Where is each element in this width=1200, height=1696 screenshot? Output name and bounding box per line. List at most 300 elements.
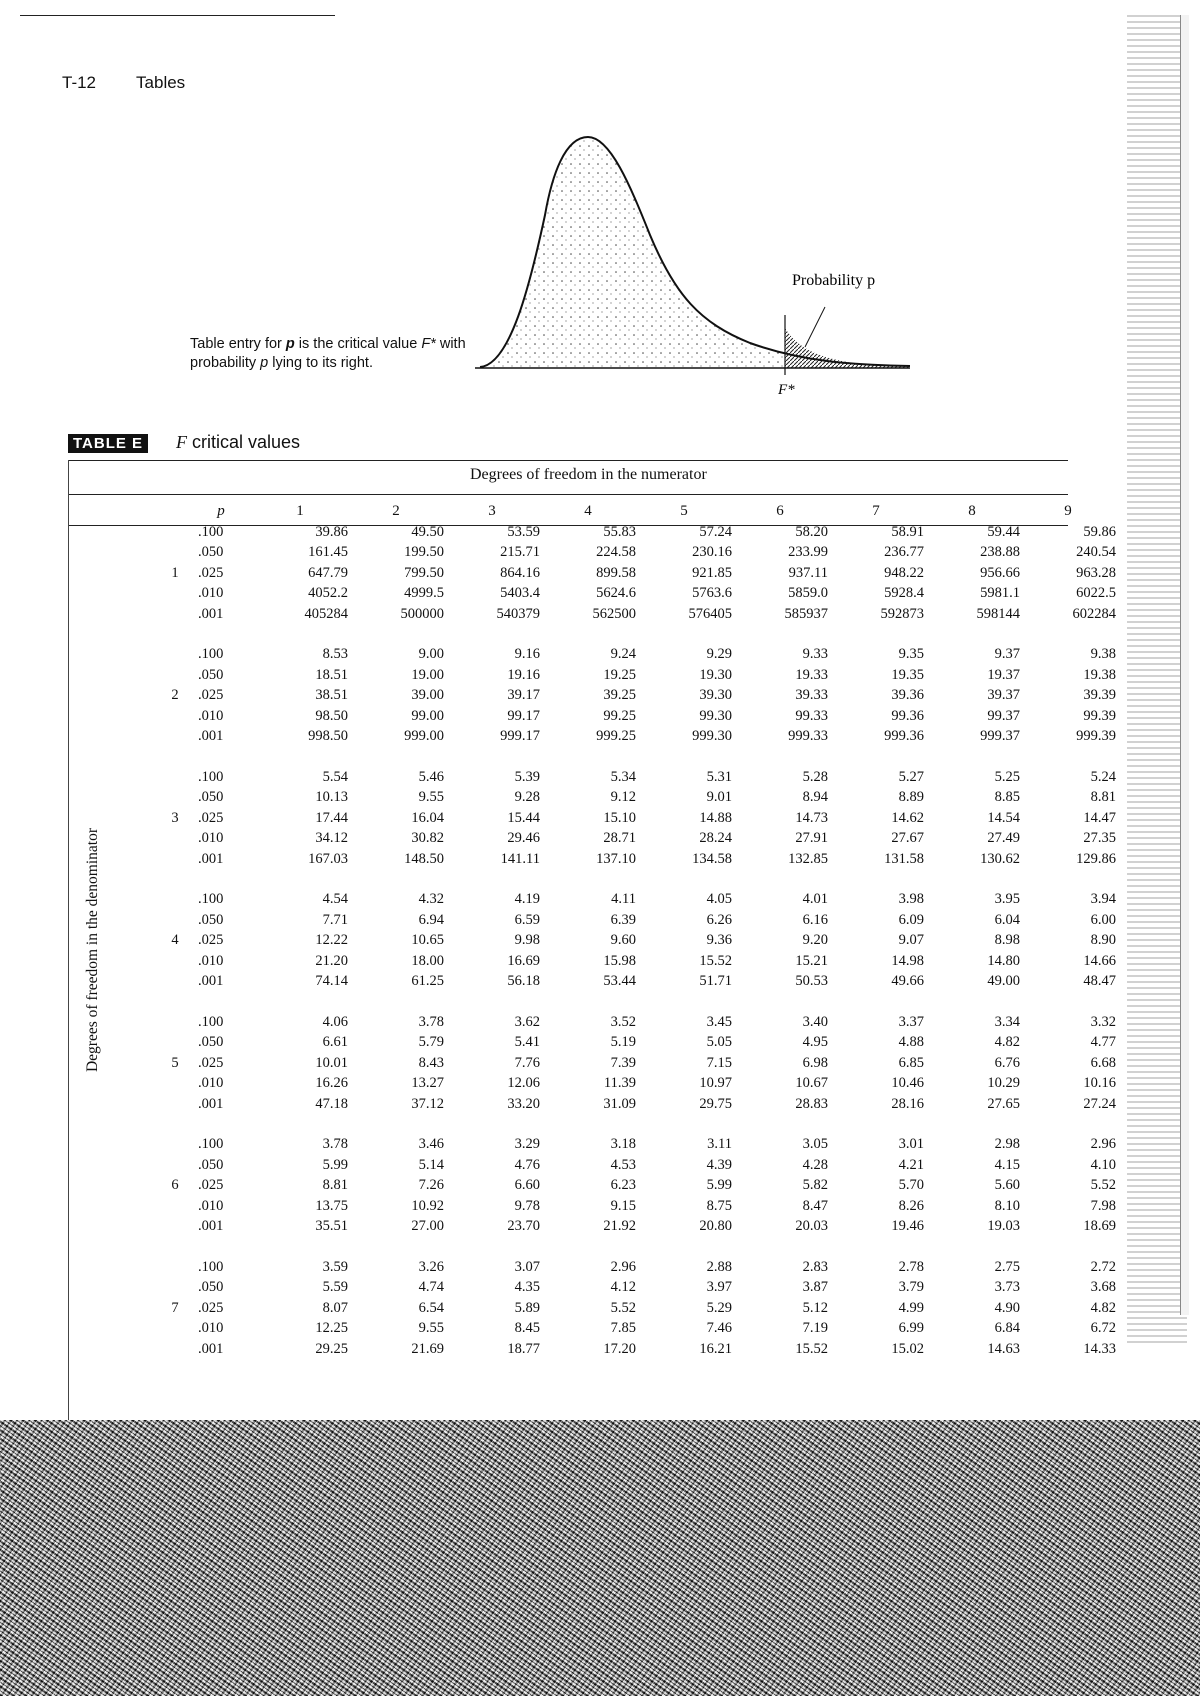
value-cell: 8.81 — [322, 1177, 348, 1194]
denominator-df-cell — [160, 1094, 190, 1115]
value-cell: 3.68 — [1090, 1279, 1116, 1296]
p-cell: .010 — [198, 830, 224, 847]
denominator-df-cell: 4 — [171, 932, 179, 949]
numerator-df-5: 5 — [680, 502, 688, 519]
value-cell: 99.17 — [507, 707, 540, 724]
value-cell: 5.25 — [994, 768, 1020, 785]
caption-p-symbol-2: p — [260, 355, 269, 371]
value-cell: 3.78 — [322, 1136, 348, 1153]
group-spacer — [160, 1115, 1116, 1135]
value-cell: 99.33 — [795, 707, 828, 724]
numerator-group-heading: Degrees of freedom in the numerator — [470, 466, 707, 483]
value-cell: 38.51 — [315, 687, 348, 704]
value-cell: 10.67 — [795, 1075, 828, 1092]
value-cell: 14.88 — [699, 809, 732, 826]
value-cell: 4.82 — [994, 1034, 1020, 1051]
value-cell: 7.98 — [1090, 1197, 1116, 1214]
value-cell: 14.47 — [1083, 809, 1116, 826]
denominator-df-cell — [160, 1074, 190, 1095]
value-cell: 74.14 — [315, 973, 348, 990]
value-cell: 3.40 — [802, 1013, 828, 1030]
value-cell: 7.15 — [706, 1054, 732, 1071]
table-row — [160, 1155, 1116, 1176]
p-cell: .100 — [198, 891, 224, 908]
p-cell: .010 — [198, 1075, 224, 1092]
value-cell: 3.59 — [322, 1258, 348, 1275]
value-cell: 31.09 — [603, 1095, 636, 1112]
value-cell: 14.98 — [891, 952, 924, 969]
p-cell: .050 — [198, 1279, 224, 1296]
value-cell: 948.22 — [884, 564, 924, 581]
value-cell: 5.52 — [610, 1299, 636, 1316]
table-row — [160, 910, 1116, 931]
value-cell: 3.94 — [1090, 891, 1116, 908]
numerator-df-2: 2 — [392, 502, 400, 519]
value-cell: 8.98 — [994, 932, 1020, 949]
value-cell: 9.12 — [610, 789, 636, 806]
denominator-df-cell — [160, 706, 190, 727]
value-cell: 6.85 — [898, 1054, 924, 1071]
value-cell: 99.30 — [699, 707, 732, 724]
denominator-df-cell — [160, 1155, 190, 1176]
value-cell: 3.11 — [707, 1136, 732, 1153]
group-spacer — [160, 747, 1116, 767]
value-cell: 29.75 — [699, 1095, 732, 1112]
value-cell: 5.99 — [706, 1177, 732, 1194]
numerator-df-8: 8 — [968, 502, 976, 519]
p-cell: .050 — [198, 1156, 224, 1173]
value-cell: 14.63 — [987, 1340, 1020, 1357]
value-cell: 4.19 — [514, 891, 540, 908]
value-cell: 47.18 — [315, 1095, 348, 1112]
value-cell: 12.22 — [315, 932, 348, 949]
value-cell: 238.88 — [980, 544, 1020, 561]
value-cell: 999.33 — [788, 728, 828, 745]
value-cell: 9.07 — [898, 932, 924, 949]
value-cell: 4.32 — [418, 891, 444, 908]
value-cell: 3.37 — [898, 1013, 924, 1030]
value-cell: 14.33 — [1083, 1340, 1116, 1357]
value-cell: 14.80 — [987, 952, 1020, 969]
value-cell: 9.29 — [706, 646, 732, 663]
value-cell: 21.92 — [603, 1218, 636, 1235]
denominator-df-cell — [160, 665, 190, 686]
value-cell: 230.16 — [692, 544, 732, 561]
value-cell: 61.25 — [411, 973, 444, 990]
value-cell: 864.16 — [500, 564, 540, 581]
value-cell: 8.85 — [994, 789, 1020, 806]
value-cell: 39.39 — [1083, 687, 1116, 704]
value-cell: 2.96 — [610, 1258, 636, 1275]
value-cell: 10.65 — [411, 932, 444, 949]
p-cell: .025 — [198, 1177, 224, 1194]
value-cell: 7.85 — [610, 1320, 636, 1337]
table-row — [160, 1339, 1116, 1360]
denominator-df-cell — [160, 910, 190, 931]
value-cell: 3.26 — [418, 1258, 444, 1275]
denominator-df-cell — [160, 543, 190, 564]
section-label: Tables — [136, 73, 186, 92]
value-cell: 58.20 — [795, 523, 828, 540]
value-cell: 899.58 — [596, 564, 636, 581]
denominator-df-cell — [160, 1217, 190, 1238]
p-cell: .100 — [198, 523, 224, 540]
value-cell: 137.10 — [596, 850, 636, 867]
value-cell: 3.29 — [514, 1136, 540, 1153]
p-cell: .025 — [198, 1054, 224, 1071]
denominator-df-cell — [160, 849, 190, 870]
value-cell: 5.05 — [706, 1034, 732, 1051]
denominator-df-cell — [160, 972, 190, 993]
value-cell: 6.94 — [418, 911, 444, 928]
group-spacer — [160, 992, 1116, 1012]
value-cell: 141.11 — [500, 850, 540, 867]
denominator-df-cell — [160, 1319, 190, 1340]
value-cell: 9.38 — [1090, 646, 1116, 663]
page-edge-shadow — [1127, 15, 1187, 1345]
value-cell: 57.24 — [699, 523, 732, 540]
table-title — [176, 432, 300, 453]
p-cell: .001 — [198, 1218, 224, 1235]
value-cell: 4.15 — [994, 1156, 1020, 1173]
value-cell: 10.92 — [411, 1197, 444, 1214]
value-cell: 999.17 — [500, 728, 540, 745]
p-cell: .100 — [198, 1136, 224, 1153]
probability-label: Probability p — [792, 272, 876, 289]
denominator-df-cell — [160, 645, 190, 666]
table-row — [160, 645, 1116, 666]
value-cell: 16.26 — [315, 1075, 348, 1092]
group-spacer — [160, 1237, 1116, 1257]
value-cell: 9.20 — [802, 932, 828, 949]
table-row — [160, 1074, 1116, 1095]
value-cell: 5.14 — [418, 1156, 444, 1173]
table-title-symbol: F — [176, 432, 187, 452]
numerator-df-9: 9 — [1064, 502, 1072, 519]
value-cell: 8.45 — [514, 1320, 540, 1337]
value-cell: 4.77 — [1090, 1034, 1116, 1051]
table-badge: TABLE E — [68, 434, 148, 453]
denominator-df-cell: 7 — [171, 1299, 179, 1316]
value-cell: 56.18 — [507, 973, 540, 990]
value-cell: 9.00 — [418, 646, 444, 663]
value-cell: 5.89 — [514, 1299, 540, 1316]
value-cell: 58.91 — [891, 523, 924, 540]
value-cell: 224.58 — [596, 544, 636, 561]
p-cell: .100 — [198, 1013, 224, 1030]
table-row — [160, 665, 1116, 686]
value-cell: 99.00 — [411, 707, 444, 724]
value-cell: 3.45 — [706, 1013, 732, 1030]
value-cell: 51.71 — [699, 973, 732, 990]
table-row — [160, 1257, 1116, 1278]
group-spacer — [160, 625, 1116, 645]
value-cell: 20.03 — [795, 1218, 828, 1235]
table-row — [160, 584, 1116, 605]
value-cell: 236.77 — [884, 544, 924, 561]
value-cell: 15.52 — [699, 952, 732, 969]
column-header-row — [160, 500, 1116, 522]
value-cell: 12.06 — [507, 1075, 540, 1092]
value-cell: 13.27 — [411, 1075, 444, 1092]
table-row — [160, 1217, 1116, 1238]
value-cell: 132.85 — [788, 850, 828, 867]
value-cell: 28.24 — [699, 830, 732, 847]
value-cell: 2.88 — [706, 1258, 732, 1275]
value-cell: 5403.4 — [500, 585, 540, 602]
value-cell: 27.91 — [795, 830, 828, 847]
value-cell: 999.25 — [596, 728, 636, 745]
value-cell: 2.78 — [898, 1258, 924, 1275]
value-cell: 7.26 — [418, 1177, 444, 1194]
df-header — [160, 500, 190, 522]
table-row — [160, 727, 1116, 748]
denominator-df-cell — [160, 788, 190, 809]
p-cell: .050 — [198, 544, 224, 561]
value-cell: 6022.5 — [1076, 585, 1116, 602]
value-cell: 14.66 — [1083, 952, 1116, 969]
value-cell: 5.99 — [322, 1156, 348, 1173]
value-cell: 4.76 — [514, 1156, 540, 1173]
value-cell: 49.66 — [891, 973, 924, 990]
value-cell: 4.88 — [898, 1034, 924, 1051]
p-cell: .025 — [198, 1299, 224, 1316]
value-cell: 99.39 — [1083, 707, 1116, 724]
value-cell: 233.99 — [788, 544, 828, 561]
value-cell: 592873 — [880, 605, 924, 622]
value-cell: 3.18 — [610, 1136, 636, 1153]
value-cell: 6.60 — [514, 1177, 540, 1194]
value-cell: 647.79 — [308, 564, 348, 581]
table-row — [160, 1012, 1116, 1033]
p-cell: .001 — [198, 850, 224, 867]
table-row — [160, 1094, 1116, 1115]
value-cell: 19.37 — [987, 666, 1020, 683]
value-cell: 921.85 — [692, 564, 732, 581]
value-cell: 8.53 — [322, 646, 348, 663]
value-cell: 562500 — [592, 605, 636, 622]
value-cell: 4.12 — [610, 1279, 636, 1296]
fstar-label: F* — [778, 382, 795, 395]
value-cell: 16.21 — [699, 1340, 732, 1357]
value-cell: 9.01 — [706, 789, 732, 806]
table-row — [160, 706, 1116, 727]
value-cell: 3.78 — [418, 1013, 444, 1030]
f-distribution-curve — [470, 125, 960, 395]
value-cell: 8.90 — [1090, 932, 1116, 949]
value-cell: 7.76 — [514, 1054, 540, 1071]
value-cell: 6.72 — [1090, 1320, 1116, 1337]
value-cell: 5.31 — [706, 768, 732, 785]
p-cell: .050 — [198, 666, 224, 683]
value-cell: 39.86 — [315, 523, 348, 540]
value-cell: 4.10 — [1090, 1156, 1116, 1173]
value-cell: 29.25 — [315, 1340, 348, 1357]
table-title-text: critical values — [192, 432, 301, 452]
value-cell: 18.69 — [1083, 1218, 1116, 1235]
value-cell: 3.34 — [994, 1013, 1020, 1030]
value-cell: 5.29 — [706, 1299, 732, 1316]
table-row — [160, 1135, 1116, 1156]
value-cell: 6.84 — [994, 1320, 1020, 1337]
value-cell: 39.33 — [795, 687, 828, 704]
value-cell: 134.58 — [692, 850, 732, 867]
value-cell: 27.67 — [891, 830, 924, 847]
denominator-df-cell — [160, 1257, 190, 1278]
value-cell: 9.33 — [802, 646, 828, 663]
table-row — [160, 1176, 1116, 1197]
header-rule — [68, 494, 1068, 495]
value-cell: 9.60 — [610, 932, 636, 949]
value-cell: 13.75 — [315, 1197, 348, 1214]
group-spacer — [160, 870, 1116, 890]
table-row — [160, 1278, 1116, 1299]
caption-text-2: is the critical value — [294, 336, 422, 352]
value-cell: 53.44 — [603, 973, 636, 990]
value-cell: 7.39 — [610, 1054, 636, 1071]
denominator-df-cell: 1 — [171, 564, 179, 581]
value-cell: 16.69 — [507, 952, 540, 969]
numerator-df-6: 6 — [776, 502, 784, 519]
value-cell: 5.59 — [322, 1279, 348, 1296]
value-cell: 9.78 — [514, 1197, 540, 1214]
p-cell: .025 — [198, 564, 224, 581]
value-cell: 4.06 — [322, 1013, 348, 1030]
denominator-df-cell — [160, 1196, 190, 1217]
value-cell: 19.30 — [699, 666, 732, 683]
value-cell: 167.03 — [308, 850, 348, 867]
p-cell: .025 — [198, 687, 224, 704]
value-cell: 5981.1 — [980, 585, 1020, 602]
value-cell: 5.70 — [898, 1177, 924, 1194]
value-cell: 10.16 — [1083, 1075, 1116, 1092]
value-cell: 39.17 — [507, 687, 540, 704]
value-cell: 4.39 — [706, 1156, 732, 1173]
denominator-df-cell — [160, 604, 190, 625]
value-cell: 8.10 — [994, 1197, 1020, 1214]
value-cell: 5763.6 — [692, 585, 732, 602]
value-cell: 28.83 — [795, 1095, 828, 1112]
value-cell: 7.71 — [322, 911, 348, 928]
table-row — [160, 1053, 1116, 1074]
p-cell: .010 — [198, 1197, 224, 1214]
p-cell: .010 — [198, 585, 224, 602]
value-cell: 33.20 — [507, 1095, 540, 1112]
value-cell: 799.50 — [404, 564, 444, 581]
value-cell: 4.05 — [706, 891, 732, 908]
value-cell: 148.50 — [404, 850, 444, 867]
value-cell: 5.34 — [610, 768, 636, 785]
value-cell: 161.45 — [308, 544, 348, 561]
value-cell: 5.52 — [1090, 1177, 1116, 1194]
table-row — [160, 1033, 1116, 1054]
value-cell: 6.99 — [898, 1320, 924, 1337]
value-cell: 15.52 — [795, 1340, 828, 1357]
value-cell: 10.29 — [987, 1075, 1020, 1092]
value-cell: 240.54 — [1076, 544, 1116, 561]
value-cell: 48.47 — [1083, 973, 1116, 990]
denominator-df-cell: 5 — [171, 1054, 179, 1071]
value-cell: 6.00 — [1090, 911, 1116, 928]
value-cell: 21.69 — [411, 1340, 444, 1357]
value-cell: 19.03 — [987, 1218, 1020, 1235]
value-cell: 19.46 — [891, 1218, 924, 1235]
value-cell: 3.87 — [802, 1279, 828, 1296]
value-cell: 3.46 — [418, 1136, 444, 1153]
denominator-df-cell — [160, 767, 190, 788]
table-row — [160, 1196, 1116, 1217]
p-cell: .001 — [198, 973, 224, 990]
value-cell: 9.98 — [514, 932, 540, 949]
value-cell: 8.47 — [802, 1197, 828, 1214]
p-cell: .001 — [198, 605, 224, 622]
table-row — [160, 563, 1116, 584]
denominator-df-cell: 6 — [171, 1177, 179, 1194]
value-cell: 10.97 — [699, 1075, 732, 1092]
value-cell: 17.20 — [603, 1340, 636, 1357]
value-cell: 15.98 — [603, 952, 636, 969]
value-cell: 2.72 — [1090, 1258, 1116, 1275]
value-cell: 59.44 — [987, 523, 1020, 540]
value-cell: 6.39 — [610, 911, 636, 928]
value-cell: 4.21 — [898, 1156, 924, 1173]
value-cell: 99.36 — [891, 707, 924, 724]
value-cell: 15.02 — [891, 1340, 924, 1357]
value-cell: 937.11 — [788, 564, 828, 581]
value-cell: 963.28 — [1076, 564, 1116, 581]
top-rule — [20, 15, 335, 16]
value-cell: 59.86 — [1083, 523, 1116, 540]
value-cell: 8.43 — [418, 1054, 444, 1071]
value-cell: 9.35 — [898, 646, 924, 663]
value-cell: 39.25 — [603, 687, 636, 704]
table-row — [160, 522, 1116, 543]
table-row — [160, 890, 1116, 911]
value-cell: 23.70 — [507, 1218, 540, 1235]
value-cell: 4.74 — [418, 1279, 444, 1296]
value-cell: 4.11 — [611, 891, 636, 908]
value-cell: 9.55 — [418, 1320, 444, 1337]
value-cell: 15.21 — [795, 952, 828, 969]
value-cell: 576405 — [688, 605, 732, 622]
p-cell: .001 — [198, 1095, 224, 1112]
value-cell: 5.28 — [802, 768, 828, 785]
value-cell: 6.16 — [802, 911, 828, 928]
value-cell: 19.25 — [603, 666, 636, 683]
value-cell: 199.50 — [404, 544, 444, 561]
table-top-rule — [68, 460, 1068, 461]
value-cell: 98.50 — [315, 707, 348, 724]
p-cell: .050 — [198, 911, 224, 928]
table-row — [160, 808, 1116, 829]
value-cell: 39.30 — [699, 687, 732, 704]
value-cell: 5.12 — [802, 1299, 828, 1316]
value-cell: 131.58 — [884, 850, 924, 867]
value-cell: 19.33 — [795, 666, 828, 683]
denominator-df-cell — [160, 951, 190, 972]
figure-caption — [190, 335, 470, 373]
p-cell: .100 — [198, 768, 224, 785]
value-cell: 7.46 — [706, 1320, 732, 1337]
numerator-df-7: 7 — [872, 502, 880, 519]
value-cell: 3.95 — [994, 891, 1020, 908]
value-cell: 12.25 — [315, 1320, 348, 1337]
value-cell: 598144 — [976, 605, 1020, 622]
table-row — [160, 767, 1116, 788]
value-cell: 49.50 — [411, 523, 444, 540]
value-cell: 34.12 — [315, 830, 348, 847]
value-cell: 5928.4 — [884, 585, 924, 602]
